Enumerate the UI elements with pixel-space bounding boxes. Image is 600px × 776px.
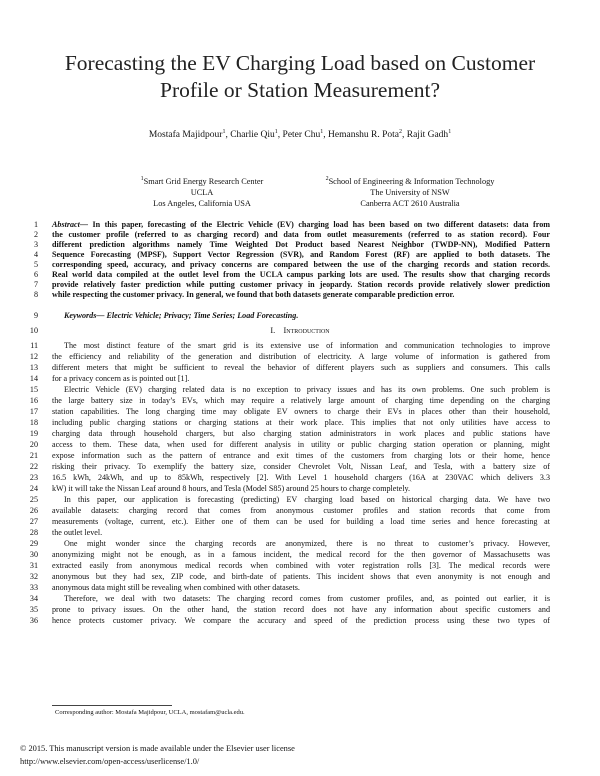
line-number: 19 [29, 429, 38, 438]
abstract-line: while respecting the customer privacy. In general, we found that both datasets generate comparable prediction error. [52, 290, 455, 299]
body-line: prone to privacy issues. On the other hand, the station record does not have any information about specific customers and [52, 605, 550, 614]
abstract-line: Sequence Forecasting (MPSF), Support Vector Regression (SVR), and Random Forest (RF) are applied to both datasets. The [52, 250, 550, 259]
body-line: anonymizing might not be enough, as in a famous incident, the medical record for the then governor of Massachusetts was [52, 550, 550, 559]
line-number: 8 [33, 290, 38, 299]
body-line: In this paper, our application is forecasting (predicting) EV charging load based on historical charging data. We have two [64, 495, 550, 504]
line-number: 16 [29, 396, 38, 405]
line-number: 6 [33, 270, 38, 279]
line-number: 15 [29, 385, 38, 394]
abstract-line: Real world data compiled at the outlet level from the UCLA campus parking lots are used. The results show that charging records [52, 270, 550, 279]
affil-line: School of Engineering & Information Technology [328, 177, 495, 186]
footnote-rule [52, 705, 172, 706]
author-sup: 2 [399, 128, 402, 135]
line-number: 21 [29, 451, 38, 460]
author: Charlie Qiu [230, 130, 275, 140]
author-sup: 1 [274, 128, 278, 135]
affil-line: UCLA [190, 188, 214, 197]
section-heading [0, 326, 600, 335]
section-title: Introduction [283, 326, 330, 335]
body-line: One might wonder since the charging records are anonymized, there is no threat to customer’s privacy. However, [64, 539, 550, 548]
body-line: access to them. These data, when used for different analysis in utility or public charging station operation or planning, might [52, 440, 550, 449]
body-line: risking their privacy. To exemplify the battery size, consider Chevrolet Volt, Nissan Leaf, and Tesla, with a battery size of [52, 462, 550, 471]
body-line: hence protects customer privacy. We compare the accuracy and speed of the prediction process using these two types of [52, 616, 550, 625]
line-number: 27 [29, 517, 38, 526]
line-number: 22 [29, 462, 38, 471]
author-sup: 1 [222, 128, 226, 135]
line-number: 20 [29, 440, 38, 449]
body-line: different meters that might be sufficient to reveal the behavior of different players such as suppliers and consumers. This calls [52, 363, 550, 372]
affil-line: Canberra ACT 2610 Australia [360, 199, 460, 208]
line-number: 14 [29, 374, 38, 383]
line-number: 33 [29, 583, 38, 592]
abstract-label: Abstract [52, 220, 80, 229]
paper-title [0, 50, 600, 104]
body-line: including public charging stations or charging stations at their work place. This implies that not only utilities have access to [52, 418, 550, 427]
body-line: station capabilities. The long charging time may obligate EV owners to charge their EVs in places other than their household, [52, 407, 550, 416]
body-line: charging data through household chargers, but also charging station administrators in work places and public stations have [52, 429, 550, 438]
abstract-line: the customer profile (referred to as charging record) and data from outlet measurements (referred to as station record). Four [52, 230, 550, 239]
abstract-line: corresponding speed, accuracy, and privacy concerns are compared between the use of the charging records and station records. [52, 260, 550, 269]
license-notice: © 2015. This manuscript version is made available under the Elsevier user license [20, 744, 295, 753]
corresponding-author: Corresponding author: Mostafa Majidpour, UCLA, mostafam@ucla.edu. [55, 709, 245, 716]
line-number: 7 [33, 280, 38, 289]
affil-line: The University of NSW [370, 188, 450, 197]
line-number: 1 [33, 220, 38, 229]
author: Mostafa Majidpour [148, 130, 223, 140]
author-sup: 1 [320, 128, 324, 135]
body-line: extracted easily from anonymous medical records when combined with voter registration rolls [3]. The medical records were [52, 561, 550, 570]
line-number: 31 [29, 561, 38, 570]
author-sup: 1 [448, 128, 452, 135]
line-number: 32 [29, 572, 38, 581]
body-line: anonymous data might still be revealing when combined with other datasets. [52, 583, 300, 592]
author: Rajit Gadh [406, 130, 449, 140]
line-number: 3 [33, 240, 38, 249]
line-number: 9 [33, 311, 38, 320]
abstract-line: Abstract— In this paper, forecasting of the Electric Vehicle (EV) charging load has been based on two different datasets: data from [52, 220, 550, 229]
affil-sup: 1 [140, 176, 144, 183]
body-line: The most distinct feature of the smart grid is its extensive use of information and communication technologies to improve [64, 341, 550, 350]
author: Peter Chu [282, 130, 321, 140]
line-number: 2 [33, 230, 38, 239]
body-line: the large battery size in today’s EVs, which may require a relatively large amount of charging time depending on the charging [52, 396, 550, 405]
title-line-2: Profile or Station Measurement? [159, 78, 441, 102]
body-line: kW) it will take the Nissan Leaf around 8 hours, and Tesla (Model S85) around 25 hours to charge completely. [52, 484, 411, 493]
section-number: I. [270, 326, 276, 335]
line-number: 28 [29, 528, 38, 537]
body-line: Therefore, we deal with two datasets: The charging record comes from customer profiles, and, as pointed out earlier, it is [64, 594, 550, 603]
line-number: 30 [29, 550, 38, 559]
line-number: 26 [29, 506, 38, 515]
line-number: 24 [29, 484, 38, 493]
line-number: 17 [29, 407, 38, 416]
keywords: Keywords— Electric Vehicle; Privacy; Time Series; Load Forecasting. [64, 311, 299, 320]
body-line: available datasets: charging record that comes from anonymous customer profiles and station records that come from [52, 506, 550, 515]
author-list: Mostafa Majidpour$^1$, Charlie Qiu$^1$, Peter Chu$^1$, Hemanshu R. Pota$^2$, Rajit Gadh$^1$ [148, 128, 452, 140]
line-number: 10 [29, 326, 38, 335]
author: Hemanshu R. Pota [328, 130, 399, 140]
affil-sup: 2 [325, 176, 329, 183]
body-line: 16.5 kWh, 24kWh, and up to 85kWh, respectively [2]. With Level 1 household chargers (16A at 230VAC which delivers 3.3 [52, 473, 550, 482]
abstract-line: different prediction algorithms namely Time Weighted Dot Product based Nearest Neighbor (TWDP-NN), Modified Pattern [52, 240, 550, 249]
line-number: 36 [29, 616, 38, 625]
affil-line: Los Angeles, California USA [153, 199, 251, 208]
line-number: 25 [29, 495, 38, 504]
line-number: 18 [29, 418, 38, 427]
license-link[interactable]: http://www.elsevier.com/open-access/userlicense/1.0/ [20, 757, 200, 766]
body-line: measurements (voltage, current, etc.). Either one of them can be used for building a load time series and hence forecasting at [52, 517, 550, 526]
line-number: 12 [29, 352, 38, 361]
line-number: 11 [30, 341, 38, 350]
body-line: the outlet level. [52, 528, 103, 537]
affil-line: Smart Grid Energy Research Center [143, 177, 264, 186]
body-line: anonymous but they had sex, ZIP code, and birth-date of patients. This incident shows that even anonymity is not enough and [52, 572, 550, 581]
line-number: 5 [33, 260, 38, 269]
body-line: Electric Vehicle (EV) charging related data is no exception to privacy issues and has its own problems. One such problem is [64, 385, 550, 394]
line-number: 35 [29, 605, 38, 614]
body-line: expose information such as the pattern of entrance and exit times of the customers from charging lots or their home, hence [52, 451, 550, 460]
body-line: the efficiency and reliability of the generation and distribution of electricity. A large volume of information is gathered from [52, 352, 550, 361]
line-number: 29 [29, 539, 38, 548]
line-number: 23 [29, 473, 38, 482]
line-number: 13 [29, 363, 38, 372]
abstract-line: provide relatively faster prediction while putting customer privacy in jeopardy. Station records provide relatively slower prediction [52, 280, 550, 289]
title-line-1: Forecasting the EV Charging Load based on Customer [64, 51, 536, 75]
body-line: for a privacy concern as is pointed out [1]. [52, 374, 190, 383]
line-number: 34 [29, 594, 38, 603]
affiliation-2 [285, 176, 535, 209]
line-number: 4 [33, 250, 38, 259]
